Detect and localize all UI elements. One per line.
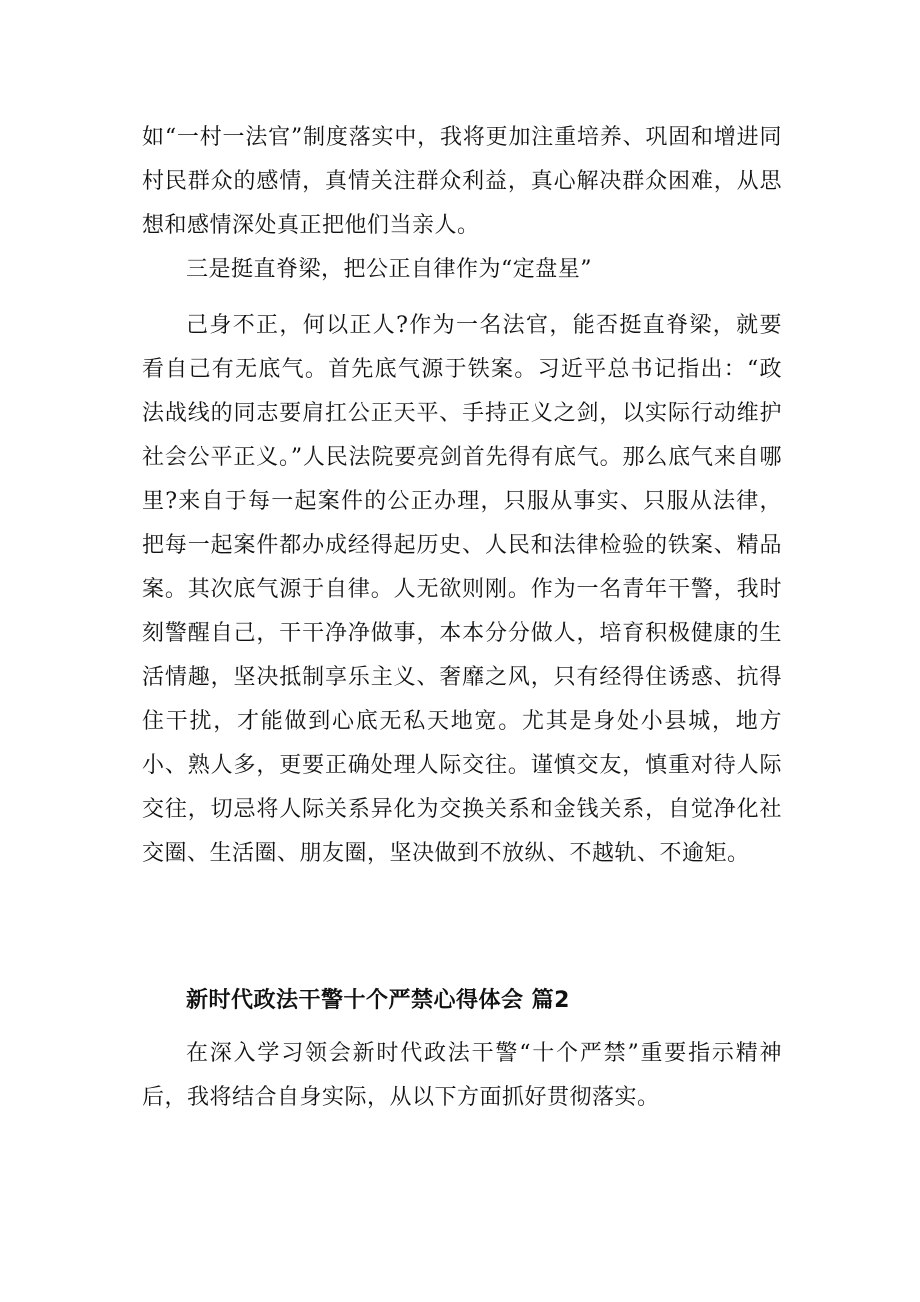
paragraph-intro: 在深入学习领会新时代政法干警“十个严禁”重要指示精神后，我将结合自身实际，从以下方面抓好贯彻落实。: [142, 1041, 782, 1110]
paragraph-section-three-title: 三是挺直脊梁，把公正自律作为“定盘星”: [186, 257, 592, 282]
paragraph-village-judge: 如“一村一法官”制度落实中，我将更加注重培养、巩固和增进同村民群众的感情，真情关注群众利益，真心解决群众困难，从思想和感情深处真正把他们当亲人。: [142, 125, 782, 238]
article-heading: 新时代政法干警十个严禁心得体会 篇2: [186, 988, 570, 1013]
paragraph-integrity: 己身不正，何以正人?作为一名法官，能否挺直脊梁，就要看自己有无底气。首先底气源于铁案。习近平总书记指出：“政法战线的同志要肩扛公正天平、手持正义之剑，以实际行动维护社会公平正义。”人民法院要亮剑首先得有底气。那么底气来自哪里?来自于每一起案件的公正办理，只服从事实、只服从法律，把每一起案件都办成经得起历史、人民和法律检验的铁案、精品案。其次底气源于自律。人无欲则刚。作为一名青年干警，我时刻警醒自己，干干净净做事，本本分分做人，培育积极健康的生活情趣，坚决抵制享乐主义、奢靡之风，只有经得住诱惑、抗得住干扰，才能做到心底无私天地宽。尤其是身处小县城，地方小、熟人多，更要正确处理人际交往。谨慎交友，慎重对待人际交往，切忌将人际关系异化为交换关系和金钱关系，自觉净化社交圈、生活圈、朋友圈，坚决做到不放纵、不越轨、不逾矩。: [142, 313, 782, 866]
